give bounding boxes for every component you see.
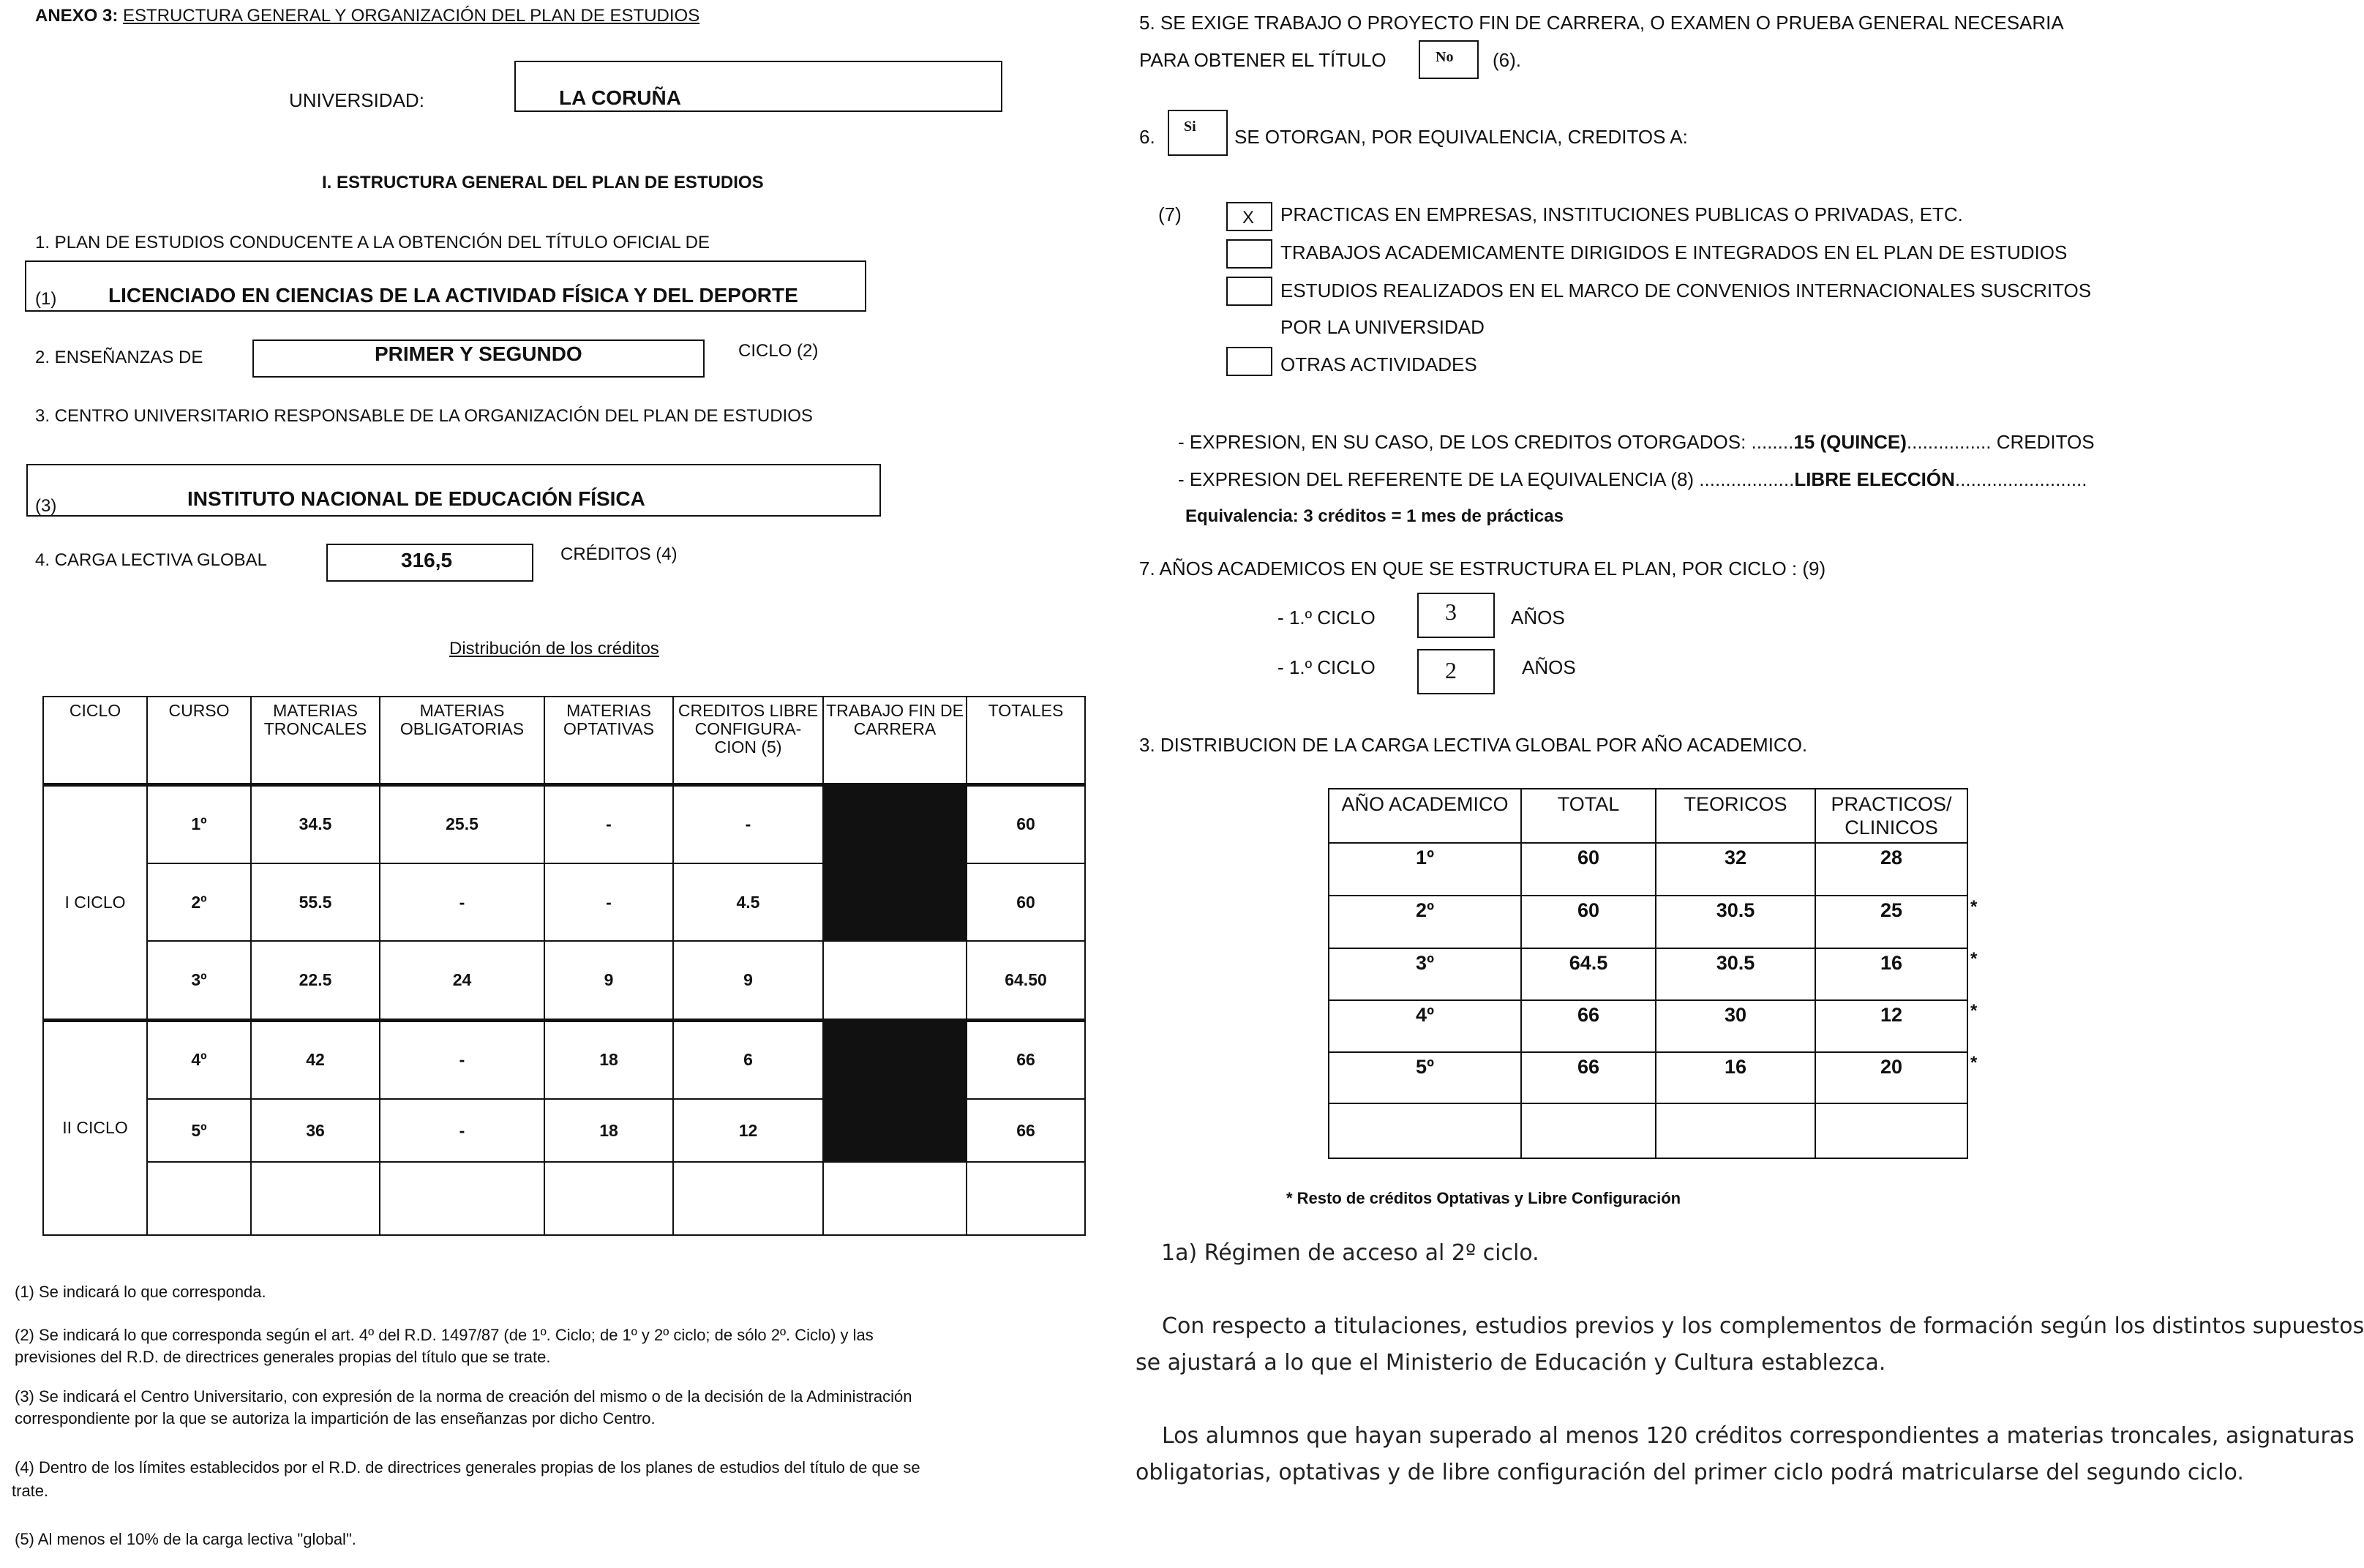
para2-line1: Los alumnos que hayan superado al menos 120 créditos correspondientes a materias troncales, asignaturas: [1162, 1423, 2354, 1449]
row-asterisk: *: [1970, 949, 1978, 969]
item7-ref: (7): [1158, 203, 1182, 225]
cell-obligatorias: -: [380, 1020, 544, 1099]
cell-year: 1º: [1329, 843, 1521, 896]
cell-optativas: -: [544, 784, 673, 863]
para2-line2: obligatorias, optativas y de libre configuración del primer ciclo podrá matricularse del segundo ciclo.: [1136, 1460, 2244, 1485]
item4-label: 4. CARGA LECTIVA GLOBAL: [35, 550, 268, 570]
cell-troncales: 42: [251, 1020, 380, 1099]
cell-trabajo: [823, 941, 967, 1020]
note-1: (1) Se indicará lo que corresponda.: [15, 1283, 266, 1301]
item3-ref: (3): [35, 496, 57, 516]
ciclo-1-cell: I CICLO: [43, 784, 147, 1020]
item5-value: No: [1436, 49, 1454, 65]
table-row: [1329, 948, 1967, 1000]
cell-obligatorias: -: [380, 863, 544, 941]
item2-suffix: CICLO (2): [738, 341, 819, 361]
expr2-line: [1178, 468, 2087, 491]
cell-total: 64.5: [1521, 948, 1656, 1000]
cell-practicos: 25: [1815, 896, 1967, 948]
item6-value: Si: [1184, 119, 1196, 135]
cell-year: 4º: [1329, 1000, 1521, 1052]
degree-title: LICENCIADO EN CIENCIAS DE LA ACTIVIDAD FÍSICA Y DEL DEPORTE: [108, 284, 798, 307]
item6-text: SE OTORGAN, POR EQUIVALENCIA, CREDITOS A:: [1234, 126, 1688, 148]
expr1-line: [1178, 431, 2095, 454]
cell-practicos: 16: [1815, 948, 1967, 1000]
section-title: I. ESTRUCTURA GENERAL DEL PLAN DE ESTUDIOS: [322, 173, 764, 192]
table-row: [1329, 1000, 1967, 1052]
cell-curso: 1º: [147, 784, 251, 863]
note-5: (5) Al menos el 10% de la carga lectiva "global".: [15, 1530, 356, 1548]
row-asterisk: *: [1970, 1001, 1978, 1021]
header-practicos: PRACTICOS/ CLINICOS: [1815, 789, 1967, 843]
option-checkbox-3[interactable]: [1226, 277, 1272, 306]
cell-empty: [1521, 1103, 1656, 1158]
center-value: INSTITUTO NACIONAL DE EDUCACIÓN FÍSICA: [187, 487, 645, 510]
cell-optativas: 18: [544, 1020, 673, 1099]
cell-totales: 60: [967, 863, 1085, 941]
expr2-value: LIBRE ELECCIÓN: [1794, 468, 1955, 490]
university-value: LA CORUÑA: [559, 86, 681, 109]
cell-empty: [251, 1162, 380, 1235]
header-ciclo: CICLO: [43, 697, 147, 784]
ciclo-2-cell: II CICLO: [43, 1020, 147, 1235]
cell-empty: [544, 1162, 673, 1235]
cell-trabajo-shaded: [823, 784, 967, 863]
item6-label: 6.: [1139, 126, 1155, 148]
header-total: TOTAL: [1521, 789, 1656, 843]
cell-teoricos: 32: [1656, 843, 1815, 896]
cell-totales: 66: [967, 1020, 1085, 1099]
cell-libre: 9: [673, 941, 823, 1020]
para1-line1: Con respecto a titulaciones, estudios previos y los complementos de formación según los distintos supuestos: [1162, 1313, 2364, 1339]
ciclo-row-2-label: - 1.º CICLO: [1277, 656, 1376, 678]
header-optativas: MATERIAS OPTATIVAS: [544, 697, 673, 784]
table-row: [43, 784, 1085, 863]
distribution-title: Distribución de los créditos: [449, 639, 659, 659]
item5-suffix: (6).: [1493, 49, 1521, 71]
ciclo-row-1-value: 3: [1445, 599, 1457, 625]
cell-libre: 4.5: [673, 863, 823, 941]
item5-line1: 5. SE EXIGE TRABAJO O PROYECTO FIN DE CARRERA, O EXAMEN O PRUEBA GENERAL NECESARIA: [1139, 12, 2064, 34]
row-asterisk: *: [1970, 1053, 1978, 1073]
header-teoricos: TEORICOS: [1656, 789, 1815, 843]
item6-box: [1168, 110, 1228, 156]
header-libre: CREDITOS LIBRE CONFIGURA-CION (5): [673, 697, 823, 784]
cell-optativas: -: [544, 863, 673, 941]
year-distribution-table: [1328, 788, 1968, 1159]
cell-obligatorias: 24: [380, 941, 544, 1020]
cell-obligatorias: 25.5: [380, 784, 544, 863]
expr2-suffix: .........................: [1954, 468, 2087, 490]
credits-distribution-table: [42, 696, 1086, 1236]
note-3-cont: correspondiente por la que se autoriza la impartición de las enseñanzas por dicho Centro.: [15, 1409, 656, 1428]
cell-teoricos: 30: [1656, 1000, 1815, 1052]
item7-text: 7. AÑOS ACADEMICOS EN QUE SE ESTRUCTURA EL PLAN, POR CICLO : (9): [1139, 558, 1826, 579]
cell-teoricos: 30.5: [1656, 948, 1815, 1000]
item4-suffix: CRÉDITOS (4): [560, 544, 678, 564]
annex-title: ESTRUCTURA GENERAL Y ORGANIZACIÓN DEL PLAN DE ESTUDIOS: [123, 6, 700, 26]
annex-heading: [35, 6, 699, 26]
equivalencia: Equivalencia: 3 créditos = 1 mes de prácticas: [1185, 506, 1564, 526]
cell-empty: [967, 1162, 1085, 1235]
table-row: [43, 1020, 1085, 1099]
annex-prefix: ANEXO 3:: [35, 6, 119, 26]
item8-text: 3. DISTRIBUCION DE LA CARGA LECTIVA GLOBAL POR AÑO ACADEMICO.: [1139, 734, 1808, 756]
header-trabajo: TRABAJO FIN DE CARRERA: [823, 697, 967, 784]
note-2-cont: previsiones del R.D. de directrices generales propias del título que se trate.: [15, 1348, 551, 1366]
cell-curso: 5º: [147, 1099, 251, 1162]
cell-empty: [1656, 1103, 1815, 1158]
para1-line2: se ajustará a lo que el Ministerio de Educación y Cultura establezca.: [1136, 1350, 1886, 1376]
cell-empty: [380, 1162, 544, 1235]
header-totales: TOTALES: [967, 697, 1085, 784]
cell-curso: 4º: [147, 1020, 251, 1099]
cell-optativas: 9: [544, 941, 673, 1020]
table-row: [1329, 843, 1967, 896]
cell-total: 66: [1521, 1000, 1656, 1052]
regimen-title: 1a) Régimen de acceso al 2º ciclo.: [1161, 1240, 1539, 1266]
cell-troncales: 36: [251, 1099, 380, 1162]
cell-troncales: 55.5: [251, 863, 380, 941]
cell-practicos: 28: [1815, 843, 1967, 896]
cell-empty: [147, 1162, 251, 1235]
expr2-prefix: - EXPRESION DEL REFERENTE DE LA EQUIVALENCIA (8) ..................: [1178, 468, 1795, 490]
table-row-empty: [43, 1162, 1085, 1235]
cell-year: 3º: [1329, 948, 1521, 1000]
item1-ref: (1): [35, 289, 57, 309]
cell-totales: 66: [967, 1099, 1085, 1162]
option-text-3-cont: POR LA UNIVERSIDAD: [1280, 316, 1485, 338]
header-troncales: MATERIAS TRONCALES: [251, 697, 380, 784]
table-row: [1329, 1052, 1967, 1103]
carga-value: 316,5: [401, 549, 453, 571]
option-text-2: TRABAJOS ACADEMICAMENTE DIRIGIDOS E INTEGRADOS EN EL PLAN DE ESTUDIOS: [1280, 241, 2068, 263]
table-row: [43, 863, 1085, 941]
cell-empty: [1815, 1103, 1967, 1158]
expr1-suffix: ................ CREDITOS: [1906, 431, 2095, 453]
expr1-prefix: - EXPRESION, EN SU CASO, DE LOS CREDITOS OTORGADOS: ........: [1178, 431, 1794, 453]
cell-empty: [673, 1162, 823, 1235]
cell-teoricos: 30.5: [1656, 896, 1815, 948]
cell-total: 60: [1521, 843, 1656, 896]
ciclo-row-1-unit: AÑOS: [1511, 607, 1565, 629]
option-checkbox-4[interactable]: [1226, 347, 1272, 376]
cell-total: 60: [1521, 896, 1656, 948]
cell-libre: 6: [673, 1020, 823, 1099]
item5-line2: PARA OBTENER EL TÍTULO: [1139, 49, 1386, 71]
year-table-note: * Resto de créditos Optativas y Libre Configuración: [1286, 1189, 1681, 1207]
ciclo-row-1-label: - 1.º CICLO: [1277, 607, 1376, 629]
cell-total: 66: [1521, 1052, 1656, 1103]
note-4: (4) Dentro de los límites establecidos por el R.D. de directrices generales propias de los planes de estudios del título de que se: [15, 1458, 920, 1477]
option-checkbox-2[interactable]: [1226, 239, 1272, 269]
option-text-4: OTRAS ACTIVIDADES: [1280, 353, 1477, 375]
header-year: AÑO ACADEMICO: [1329, 789, 1521, 843]
option-text-3: ESTUDIOS REALIZADOS EN EL MARCO DE CONVENIOS INTERNACIONALES SUSCRITOS: [1280, 280, 2092, 301]
header-obligatorias: MATERIAS OBLIGATORIAS: [380, 697, 544, 784]
cell-empty: [823, 1162, 967, 1235]
cell-trabajo-shaded: [823, 1020, 967, 1162]
cell-teoricos: 16: [1656, 1052, 1815, 1103]
cell-libre: -: [673, 784, 823, 863]
note-4-cont: trate.: [12, 1482, 49, 1500]
university-label: UNIVERSIDAD:: [289, 89, 424, 111]
cell-troncales: 22.5: [251, 941, 380, 1020]
option-text-1: PRACTICAS EN EMPRESAS, INSTITUCIONES PUBLICAS O PRIVADAS, ETC.: [1280, 203, 1963, 225]
table-row: [43, 941, 1085, 1020]
cell-trabajo-shaded: [823, 863, 967, 941]
row-asterisk: *: [1970, 897, 1978, 917]
cell-totales: 64.50: [967, 941, 1085, 1020]
cell-curso: 2º: [147, 863, 251, 941]
note-3: (3) Se indicará el Centro Universitario, con expresión de la norma de creación del mismo o de la decisión de la Administración: [15, 1387, 912, 1406]
table-header-row: [43, 697, 1085, 784]
cell-optativas: 18: [544, 1099, 673, 1162]
expr1-value: 15 (QUINCE): [1793, 431, 1907, 453]
table-row-empty: [1329, 1103, 1967, 1158]
table-header-row: [1329, 789, 1967, 843]
cell-practicos: 20: [1815, 1052, 1967, 1103]
option-mark-1: X: [1242, 208, 1255, 228]
cell-year: 2º: [1329, 896, 1521, 948]
teaching-value: PRIMER Y SEGUNDO: [375, 342, 582, 365]
item1-label: 1. PLAN DE ESTUDIOS CONDUCENTE A LA OBTENCIÓN DEL TÍTULO OFICIAL DE: [35, 233, 710, 252]
table-row: [1329, 896, 1967, 948]
note-2: (2) Se indicará lo que corresponda según el art. 4º del R.D. 1497/87 (de 1º. Ciclo; de 1º y 2º ciclo; de sólo 2º. Ciclo) y las: [15, 1326, 874, 1344]
item3-label: 3. CENTRO UNIVERSITARIO RESPONSABLE DE LA ORGANIZACIÓN DEL PLAN DE ESTUDIOS: [35, 406, 813, 426]
cell-practicos: 12: [1815, 1000, 1967, 1052]
cell-obligatorias: -: [380, 1099, 544, 1162]
cell-year: 5º: [1329, 1052, 1521, 1103]
cell-curso: 3º: [147, 941, 251, 1020]
item2-label: 2. ENSEÑANZAS DE: [35, 348, 203, 367]
cell-totales: 60: [967, 784, 1085, 863]
cell-troncales: 34.5: [251, 784, 380, 863]
ciclo-row-2-value: 2: [1445, 657, 1457, 683]
cell-libre: 12: [673, 1099, 823, 1162]
header-curso: CURSO: [147, 697, 251, 784]
cell-empty: [1329, 1103, 1521, 1158]
ciclo-row-2-unit: AÑOS: [1522, 656, 1576, 678]
